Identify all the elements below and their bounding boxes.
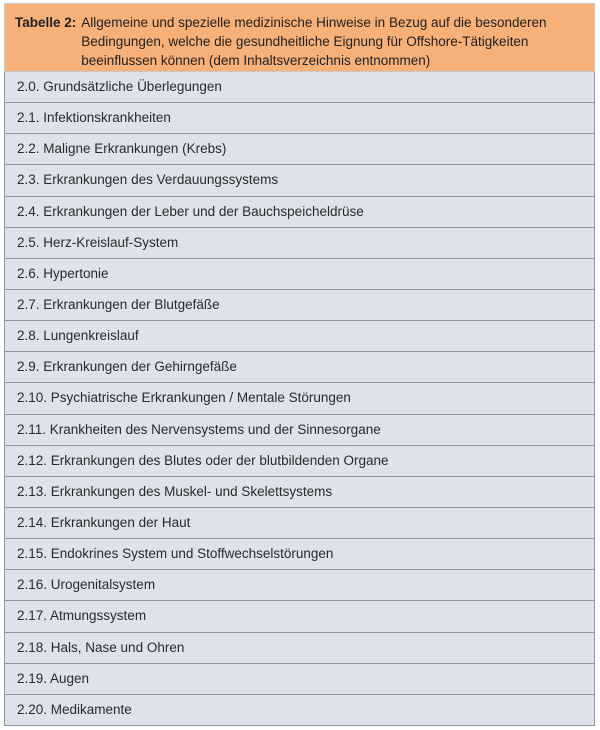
table-label: Tabelle 2: — [15, 15, 77, 30]
table-row: 2.0. Grundsätzliche Überlegungen — [4, 72, 595, 103]
table-row: 2.11. Krankheiten des Nervensystems und der Sinnesorgane — [4, 415, 595, 446]
contents-table — [4, 3, 595, 726]
table-row: 2.20. Medikamente — [4, 695, 595, 726]
table-row: 2.10. Psychiatrische Erkrankungen / Mentale Störungen — [4, 383, 595, 414]
table-row: 2.3. Erkrankungen des Verdauungssystems — [4, 165, 595, 196]
table-row: 2.13. Erkrankungen des Muskel- und Skelettsystems — [4, 477, 595, 508]
table-row: 2.4. Erkrankungen der Leber und der Bauchspeicheldrüse — [4, 197, 595, 228]
table-row: 2.18. Hals, Nase und Ohren — [4, 633, 595, 664]
table-row: 2.9. Erkrankungen der Gehirngefäße — [4, 352, 595, 383]
table-row: 2.14. Erkrankungen der Haut — [4, 508, 595, 539]
table-row: 2.7. Erkrankungen der Blutgefäße — [4, 290, 595, 321]
table-row: 2.8. Lungenkreislauf — [4, 321, 595, 352]
table-row: 2.2. Maligne Erkrankungen (Krebs) — [4, 134, 595, 165]
table-row: 2.12. Erkrankungen des Blutes oder der blutbildenden Organe — [4, 446, 595, 477]
table-caption: Allgemeine und spezielle medizinische Hinweise in Bezug auf die besonderen Bedingungen, welche die gesundheitliche Eignung für Offshore-Tätigkeiten beeinflussen können (dem Inhaltsverzeichnis entnommen) — [81, 15, 547, 68]
table-header — [4, 3, 595, 72]
table-row: 2.5. Herz-Kreislauf-System — [4, 228, 595, 259]
table-row: 2.6. Hypertonie — [4, 259, 595, 290]
table-row: 2.16. Urogenitalsystem — [4, 570, 595, 601]
table-row: 2.19. Augen — [4, 664, 595, 695]
table-row: 2.15. Endokrines System und Stoffwechselstörungen — [4, 539, 595, 570]
table-row: 2.17. Atmungssystem — [4, 601, 595, 632]
table-row: 2.1. Infektionskrankheiten — [4, 103, 595, 134]
